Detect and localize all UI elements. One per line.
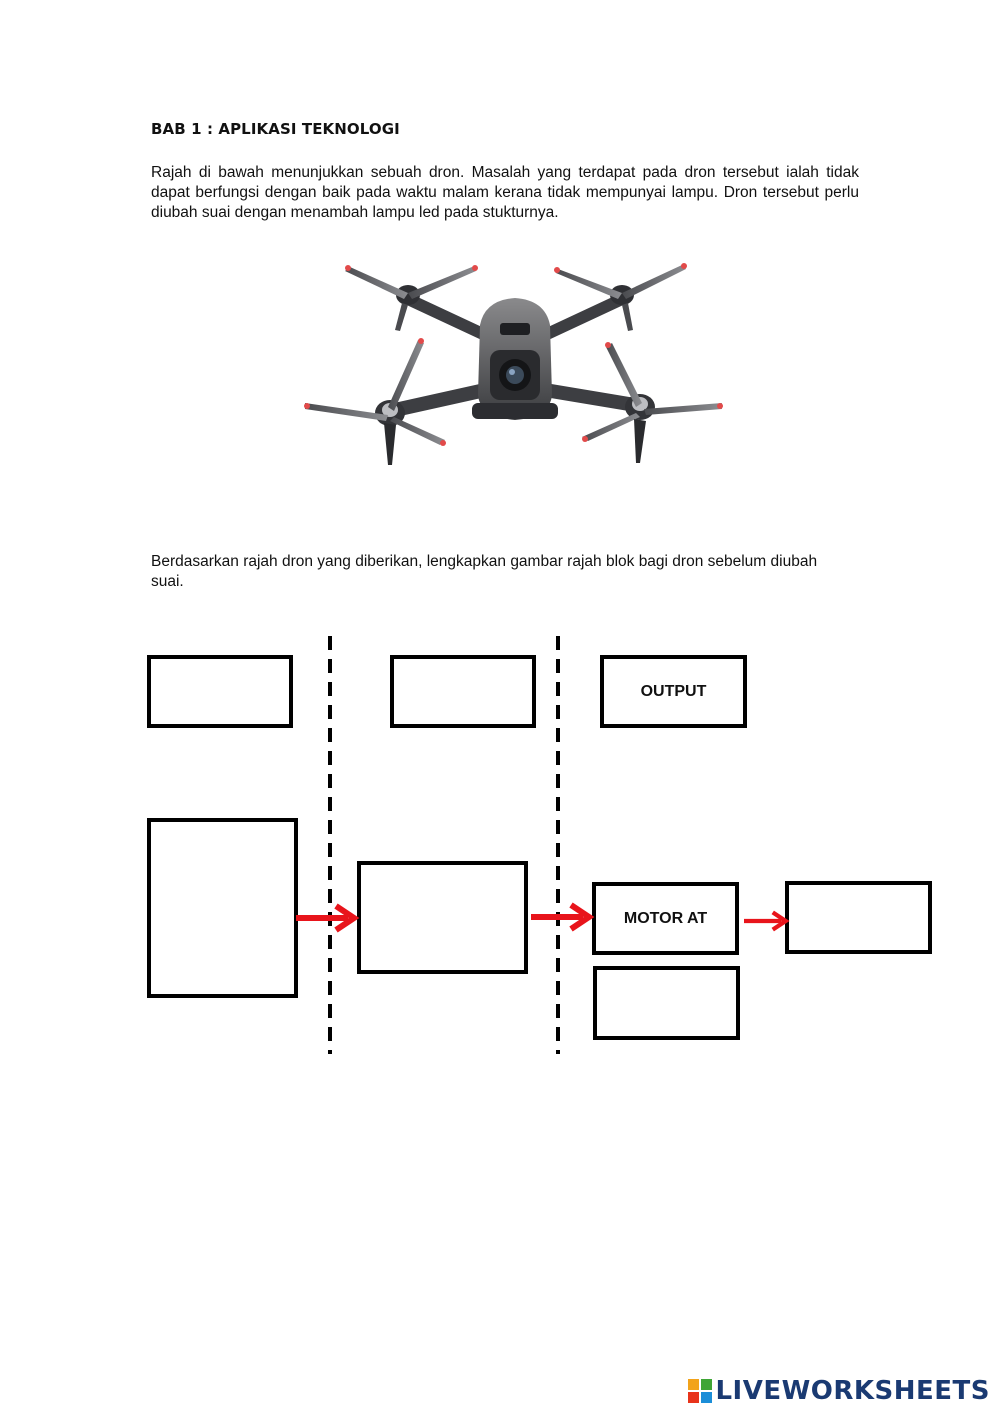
intro-paragraph: Rajah di bawah menunjukkan sebuah dron. Masalah yang terdapat pada dron tersebut ialah tidak dapat berfungsi dengan baik pada waktu malam kerana tidak mempunyai lampu. Dron tersebut perlu diubah suai dengan menambah lampu led pada stukturnya.	[151, 164, 859, 221]
instruction-paragraph: Berdasarkan rajah dron yang diberikan, lengkapkan gambar rajah blok bagi dron sebelum diubah suai.	[151, 553, 818, 590]
divider-line-left	[328, 636, 332, 1054]
logo-text: LIVEWORKSHEETS	[715, 1376, 990, 1406]
arrow-icon	[531, 902, 595, 932]
arrow-icon	[744, 906, 790, 936]
process-label-box[interactable]	[390, 655, 536, 728]
input-label-box[interactable]	[147, 655, 293, 728]
output-component-box[interactable]	[593, 966, 740, 1040]
motor-box	[592, 882, 739, 955]
drone-image	[300, 255, 730, 480]
motor-label: MOTOR AT	[623, 909, 708, 927]
arrow-icon	[296, 903, 360, 933]
output-label: OUTPUT	[640, 682, 707, 700]
liveworksheets-logo	[688, 1376, 990, 1406]
logo-icon	[688, 1379, 712, 1403]
output-label-box	[600, 655, 747, 728]
worksheet-heading: BAB 1 : APLIKASI TEKNOLOGI	[151, 120, 400, 138]
input-component-box[interactable]	[147, 818, 298, 998]
final-output-box[interactable]	[785, 881, 932, 954]
divider-line-right	[556, 636, 560, 1054]
process-component-box[interactable]	[357, 861, 528, 974]
